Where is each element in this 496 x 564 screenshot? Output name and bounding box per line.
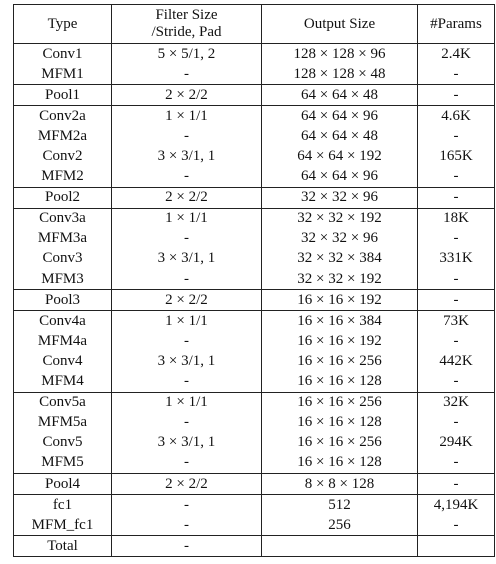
cell-type: MFM3 bbox=[14, 269, 112, 290]
cell-filter: 2 × 2/2 bbox=[112, 473, 262, 494]
cell-output bbox=[262, 536, 418, 557]
cell-type: Conv1 bbox=[14, 44, 112, 65]
cell-params: - bbox=[418, 515, 495, 536]
cell-filter: 3 × 3/1, 1 bbox=[112, 351, 262, 371]
cell-filter: 5 × 5/1, 2 bbox=[112, 44, 262, 65]
header-row bbox=[14, 5, 495, 44]
cell-output: 16 × 16 × 192 bbox=[262, 290, 418, 311]
cell-type: Conv3a bbox=[14, 208, 112, 229]
cell-filter: 1 × 1/1 bbox=[112, 311, 262, 332]
cell-type: MFM4a bbox=[14, 331, 112, 351]
cell-params: 2.4K bbox=[418, 44, 495, 65]
cell-filter: - bbox=[112, 126, 262, 146]
cell-output: 128 × 128 × 48 bbox=[262, 64, 418, 85]
cell-params: - bbox=[418, 453, 495, 474]
cell-params: 165K bbox=[418, 146, 495, 166]
table-row bbox=[14, 311, 495, 332]
table-row bbox=[14, 515, 495, 536]
cell-params: 32K bbox=[418, 392, 495, 413]
cell-params: - bbox=[418, 372, 495, 393]
cell-output: 128 × 128 × 96 bbox=[262, 44, 418, 65]
table-row bbox=[14, 167, 495, 188]
cell-params: - bbox=[418, 290, 495, 311]
cell-output: 256 bbox=[262, 515, 418, 536]
cell-type: Conv2 bbox=[14, 146, 112, 166]
cell-params: - bbox=[418, 64, 495, 85]
cell-filter: - bbox=[112, 536, 262, 557]
cell-output: 64 × 64 × 192 bbox=[262, 146, 418, 166]
cell-params: - bbox=[418, 229, 495, 249]
cell-filter: - bbox=[112, 269, 262, 290]
cell-params: 331K bbox=[418, 249, 495, 269]
table-row bbox=[14, 331, 495, 351]
cell-filter: 3 × 3/1, 1 bbox=[112, 433, 262, 453]
cell-filter: - bbox=[112, 413, 262, 433]
cell-output: 16 × 16 × 128 bbox=[262, 453, 418, 474]
header-filter-line1: Filter Size bbox=[155, 7, 218, 23]
cell-params: - bbox=[418, 167, 495, 188]
table-row bbox=[14, 44, 495, 65]
table-row bbox=[14, 64, 495, 85]
table-row bbox=[14, 413, 495, 433]
cell-type: MFM2a bbox=[14, 126, 112, 146]
cell-output: 32 × 32 × 96 bbox=[262, 229, 418, 249]
cell-type: Pool2 bbox=[14, 187, 112, 208]
cell-filter: 2 × 2/2 bbox=[112, 290, 262, 311]
table-row bbox=[14, 290, 495, 311]
cell-params: 73K bbox=[418, 311, 495, 332]
cell-type: Conv5 bbox=[14, 433, 112, 453]
table-row bbox=[14, 187, 495, 208]
table-row bbox=[14, 433, 495, 453]
cell-output: 32 × 32 × 96 bbox=[262, 187, 418, 208]
cell-filter: 1 × 1/1 bbox=[112, 106, 262, 127]
cell-output: 512 bbox=[262, 495, 418, 516]
cell-type: MFM3a bbox=[14, 229, 112, 249]
table-row bbox=[14, 85, 495, 106]
cell-type: Conv2a bbox=[14, 106, 112, 127]
cell-output: 16 × 16 × 256 bbox=[262, 351, 418, 371]
cell-filter: - bbox=[112, 167, 262, 188]
cell-filter: - bbox=[112, 229, 262, 249]
cell-output: 16 × 16 × 128 bbox=[262, 372, 418, 393]
cell-filter: 2 × 2/2 bbox=[112, 187, 262, 208]
table-row bbox=[14, 229, 495, 249]
cell-type: MFM2 bbox=[14, 167, 112, 188]
cell-output: 16 × 16 × 384 bbox=[262, 311, 418, 332]
cell-output: 64 × 64 × 48 bbox=[262, 85, 418, 106]
cell-filter: 3 × 3/1, 1 bbox=[112, 249, 262, 269]
cell-type: Pool1 bbox=[14, 85, 112, 106]
cell-output: 16 × 16 × 128 bbox=[262, 413, 418, 433]
cell-params bbox=[418, 536, 495, 557]
table-row bbox=[14, 208, 495, 229]
cell-filter: - bbox=[112, 515, 262, 536]
cell-type: Conv4 bbox=[14, 351, 112, 371]
cell-params: 294K bbox=[418, 433, 495, 453]
header-filter bbox=[112, 5, 262, 44]
cell-type: MFM5a bbox=[14, 413, 112, 433]
table-row bbox=[14, 453, 495, 474]
cell-filter: - bbox=[112, 495, 262, 516]
cell-params: 4.6K bbox=[418, 106, 495, 127]
cell-params: 442K bbox=[418, 351, 495, 371]
cell-params: - bbox=[418, 85, 495, 106]
cell-params: 18K bbox=[418, 208, 495, 229]
table-body bbox=[14, 44, 495, 557]
cell-filter: 1 × 1/1 bbox=[112, 208, 262, 229]
cell-filter: 1 × 1/1 bbox=[112, 392, 262, 413]
cell-output: 16 × 16 × 256 bbox=[262, 433, 418, 453]
header-params: #Params bbox=[418, 5, 495, 44]
cell-filter: 3 × 3/1, 1 bbox=[112, 146, 262, 166]
table-row bbox=[14, 249, 495, 269]
cell-type: fc1 bbox=[14, 495, 112, 516]
cell-filter: - bbox=[112, 331, 262, 351]
cell-output: 16 × 16 × 256 bbox=[262, 392, 418, 413]
cell-type: Pool4 bbox=[14, 473, 112, 494]
cell-type: MFM_fc1 bbox=[14, 515, 112, 536]
cell-type: Conv4a bbox=[14, 311, 112, 332]
cell-params: - bbox=[418, 269, 495, 290]
cell-output: 64 × 64 × 96 bbox=[262, 106, 418, 127]
table-row bbox=[14, 473, 495, 494]
table-row bbox=[14, 269, 495, 290]
table-container bbox=[13, 4, 494, 562]
table-row bbox=[14, 146, 495, 166]
table-row bbox=[14, 351, 495, 371]
cell-output: 64 × 64 × 48 bbox=[262, 126, 418, 146]
cell-type: MFM5 bbox=[14, 453, 112, 474]
table-row bbox=[14, 536, 495, 557]
table-row bbox=[14, 126, 495, 146]
table-row bbox=[14, 106, 495, 127]
table-row bbox=[14, 372, 495, 393]
cell-filter: 2 × 2/2 bbox=[112, 85, 262, 106]
cell-params: - bbox=[418, 331, 495, 351]
architecture-table bbox=[13, 4, 495, 557]
cell-filter: - bbox=[112, 453, 262, 474]
cell-output: 16 × 16 × 192 bbox=[262, 331, 418, 351]
table-row bbox=[14, 392, 495, 413]
cell-type: Pool3 bbox=[14, 290, 112, 311]
cell-filter: - bbox=[112, 64, 262, 85]
cell-params: 4,194K bbox=[418, 495, 495, 516]
cell-params: - bbox=[418, 413, 495, 433]
cell-output: 8 × 8 × 128 bbox=[262, 473, 418, 494]
cell-params: - bbox=[418, 473, 495, 494]
cell-type: MFM1 bbox=[14, 64, 112, 85]
cell-output: 64 × 64 × 96 bbox=[262, 167, 418, 188]
cell-filter: - bbox=[112, 372, 262, 393]
cell-output: 32 × 32 × 192 bbox=[262, 208, 418, 229]
cell-params: - bbox=[418, 187, 495, 208]
header-filter-line2: /Stride, Pad bbox=[151, 24, 222, 40]
table-row bbox=[14, 495, 495, 516]
cell-type: MFM4 bbox=[14, 372, 112, 393]
cell-output: 32 × 32 × 192 bbox=[262, 269, 418, 290]
cell-type: Conv3 bbox=[14, 249, 112, 269]
cell-type: Total bbox=[14, 536, 112, 557]
header-type: Type bbox=[14, 5, 112, 44]
cell-params: - bbox=[418, 126, 495, 146]
table-header bbox=[14, 5, 495, 44]
cell-output: 32 × 32 × 384 bbox=[262, 249, 418, 269]
header-output: Output Size bbox=[262, 5, 418, 44]
cell-type: Conv5a bbox=[14, 392, 112, 413]
